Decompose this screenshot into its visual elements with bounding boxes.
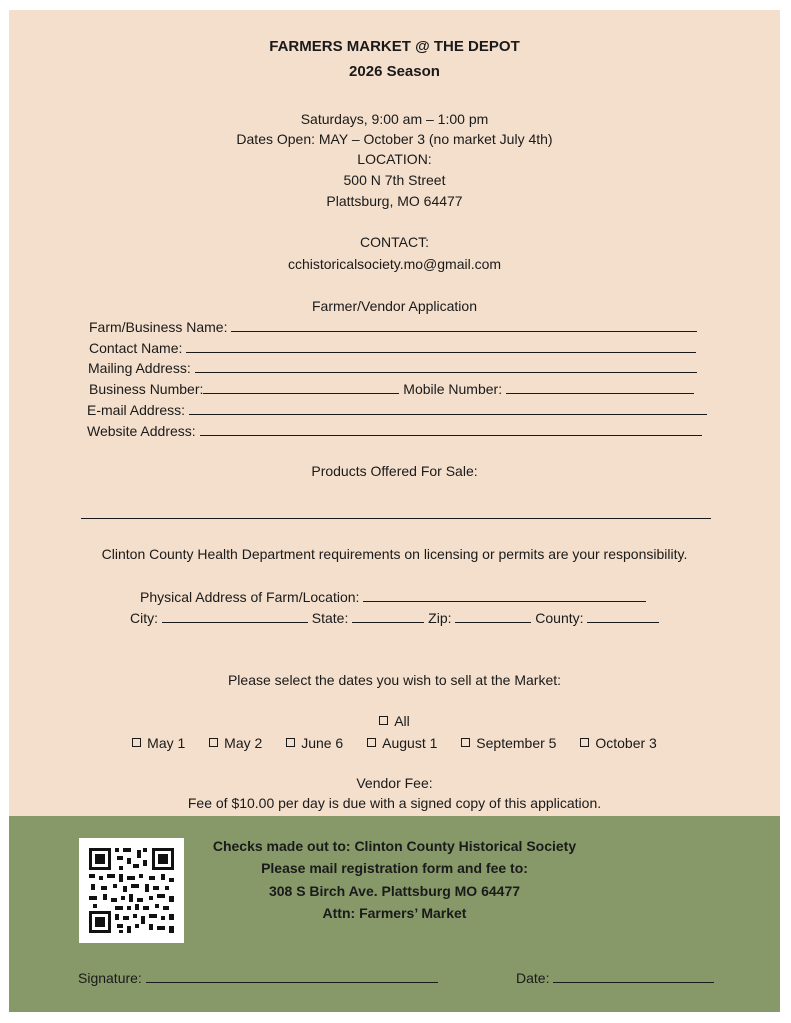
email-address-line[interactable]: [189, 402, 707, 415]
date-label: May 1: [147, 735, 186, 751]
city-label: City:: [130, 610, 158, 626]
date-option-august-1[interactable]: [367, 735, 437, 751]
health-notice: Clinton County Health Department requirements on licensing or permits are your responsibility.: [101, 546, 688, 562]
checkbox-icon[interactable]: [461, 738, 470, 747]
email-address-label: E-mail Address:: [87, 402, 186, 418]
contact-email: cchistoricalsociety.mo@gmail.com: [287, 256, 502, 272]
website-field[interactable]: [87, 423, 702, 439]
state-line[interactable]: [352, 610, 424, 623]
county-label: County:: [535, 610, 584, 626]
location-city: Plattsburg, MO 64477: [326, 193, 463, 209]
date-label-all: All: [394, 713, 410, 729]
date-label: September 5: [476, 735, 557, 751]
application-heading: Farmer/Vendor Application: [312, 298, 477, 314]
contact-name-label: Contact Name:: [89, 340, 183, 356]
mail-address: 308 S Birch Ave. Plattsburg MO 64477: [268, 883, 521, 899]
vendor-fee-label: Vendor Fee:: [356, 775, 433, 791]
contact-name-line[interactable]: [186, 340, 696, 353]
checkbox-icon[interactable]: [209, 738, 218, 747]
zip-label: Zip:: [428, 610, 452, 626]
dates-open: Dates Open: MAY – October 3 (no market July 4th): [236, 131, 553, 147]
physical-address-line[interactable]: [363, 589, 646, 602]
website-address-line[interactable]: [200, 423, 702, 436]
signature-line[interactable]: [146, 970, 438, 983]
date-option-may-1[interactable]: [132, 735, 185, 751]
mobile-number-line[interactable]: [506, 381, 694, 394]
farm-name-field[interactable]: [89, 319, 697, 335]
mailing-address-label: Mailing Address:: [88, 360, 191, 376]
phone-numbers-field[interactable]: [89, 381, 694, 397]
date-label: October 3: [595, 735, 657, 751]
date-label: June 6: [301, 735, 344, 751]
checkbox-icon[interactable]: [580, 738, 589, 747]
mobile-number-label: Mobile Number:: [403, 381, 503, 397]
checks-payable: Checks made out to: Clinton County Historical Society: [212, 838, 577, 854]
season-subtitle: 2026 Season: [349, 63, 440, 80]
farm-name-label: Farm/Business Name:: [89, 319, 228, 335]
page-title: FARMERS MARKET @ THE DEPOT: [269, 38, 520, 55]
date-option-may-2[interactable]: [209, 735, 262, 751]
physical-address-label: Physical Address of Farm/Location:: [140, 589, 360, 605]
date-option-october-3[interactable]: [580, 735, 656, 751]
farm-name-line[interactable]: [231, 319, 697, 332]
date-option-september-5[interactable]: [461, 735, 556, 751]
checkbox-icon[interactable]: [286, 738, 295, 747]
state-label: State:: [311, 610, 349, 626]
checkbox-icon[interactable]: [379, 716, 388, 725]
location-street: 500 N 7th Street: [343, 172, 446, 188]
application-page: [9, 10, 780, 1012]
city-line[interactable]: [162, 610, 308, 623]
business-number-line[interactable]: [203, 381, 399, 394]
date-line[interactable]: [553, 970, 714, 983]
products-line[interactable]: [81, 518, 711, 519]
website-address-label: Website Address:: [87, 423, 196, 439]
mailing-address-line[interactable]: [195, 360, 697, 373]
checkbox-icon[interactable]: [132, 738, 141, 747]
checkbox-icon[interactable]: [367, 738, 376, 747]
business-number-label: Business Number:: [89, 381, 204, 397]
footer-band: [9, 816, 780, 1012]
date-label-footer: Date:: [516, 970, 550, 986]
date-field[interactable]: [516, 970, 714, 986]
dates-prompt: Please select the dates you wish to sell at the Market:: [227, 672, 562, 688]
location-label: LOCATION:: [357, 151, 432, 167]
zip-line[interactable]: [455, 610, 531, 623]
vendor-fee-text: Fee of $10.00 per day is due with a signed copy of this application.: [187, 795, 602, 811]
signature-label: Signature:: [78, 970, 142, 986]
date-option-june-6[interactable]: [286, 735, 343, 751]
county-line[interactable]: [587, 610, 659, 623]
city-state-zip-county-field[interactable]: [130, 610, 659, 626]
physical-address-field[interactable]: [140, 589, 646, 605]
date-label: May 2: [224, 735, 263, 751]
date-options-row: [9, 735, 780, 751]
mail-instructions: Please mail registration form and fee to:: [261, 860, 528, 876]
date-label: August 1: [382, 735, 438, 751]
contact-name-field[interactable]: [89, 340, 696, 356]
contact-label: CONTACT:: [360, 234, 429, 250]
email-field[interactable]: [87, 402, 707, 418]
mail-attention: Attn: Farmers’ Market: [322, 905, 467, 921]
date-option-all[interactable]: [9, 713, 780, 729]
products-heading: Products Offered For Sale:: [311, 463, 478, 479]
signature-field[interactable]: [78, 970, 438, 986]
mailing-address-field[interactable]: [88, 360, 697, 376]
market-hours: Saturdays, 9:00 am – 1:00 pm: [300, 111, 489, 127]
